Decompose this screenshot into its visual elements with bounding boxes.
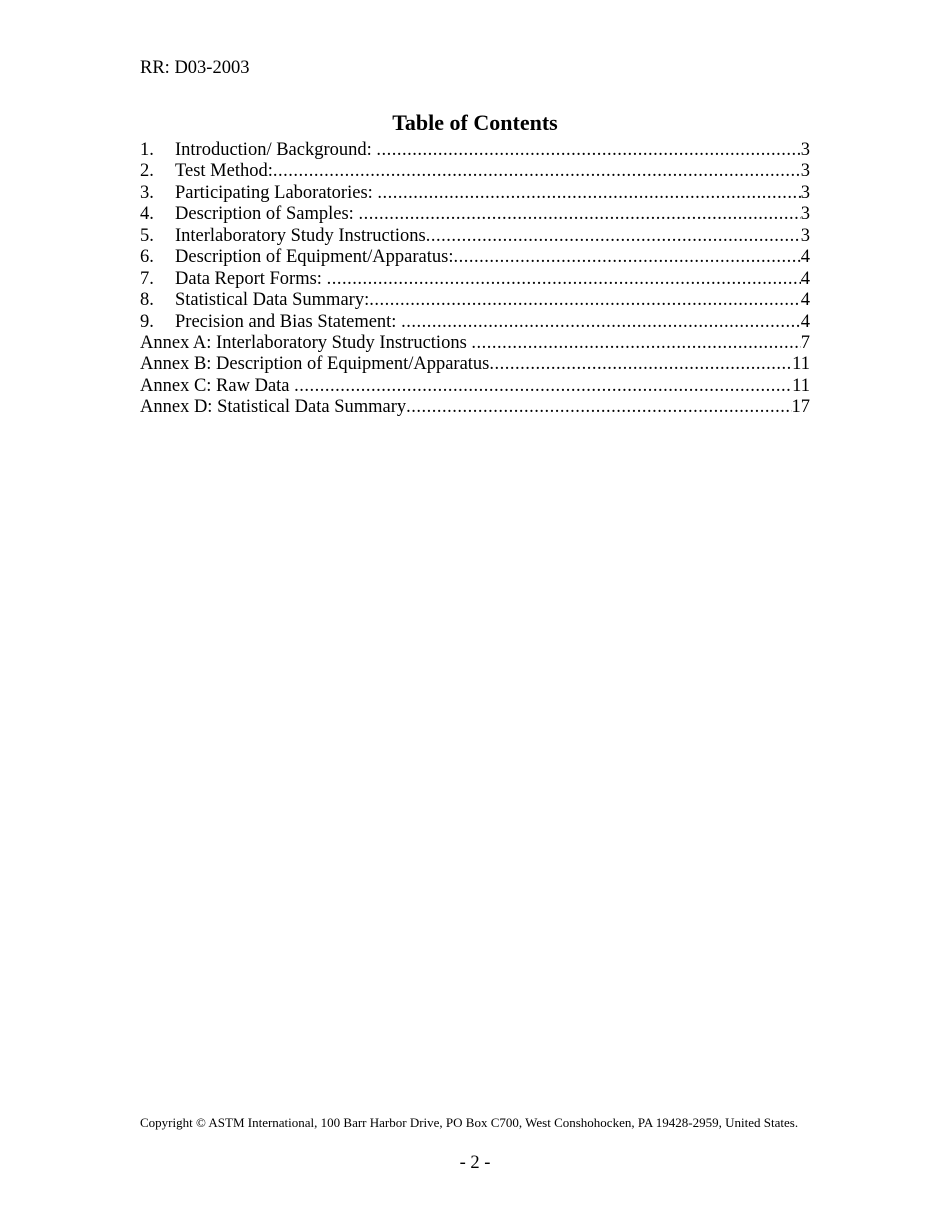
- toc-entry-page: 3: [800, 204, 810, 225]
- toc-entry-page: 11: [792, 375, 810, 396]
- toc-entry-annex-a: [140, 333, 810, 354]
- toc-entry-6: [140, 247, 810, 268]
- toc-entry-page: 4: [800, 290, 810, 311]
- toc-entry-4: [140, 204, 810, 225]
- toc-entry-number: 2.: [140, 161, 154, 182]
- toc-entry-1: [140, 140, 810, 161]
- toc-entry-label: Description of Samples:: [175, 204, 359, 225]
- toc-entry-number: 9.: [140, 311, 154, 332]
- toc-entry-3: [140, 183, 810, 204]
- toc-entry-label: Annex A: Interlaboratory Study Instructions: [140, 332, 472, 353]
- toc-entry-label: Interlaboratory Study Instructions: [175, 225, 426, 246]
- table-of-contents: [140, 140, 810, 419]
- toc-dot-leader: [453, 247, 800, 268]
- toc-entry-page: 7: [800, 332, 810, 353]
- toc-dot-leader: [471, 333, 800, 354]
- toc-entry-5: [140, 226, 810, 247]
- toc-entry-page: 3: [800, 225, 810, 246]
- toc-dot-leader: [273, 161, 801, 182]
- toc-entry-label: Description of Equipment/Apparatus:: [175, 247, 454, 268]
- toc-entry-page: 3: [800, 182, 810, 203]
- toc-entry-7: [140, 269, 810, 290]
- toc-entry-label: Introduction/ Background:: [175, 140, 377, 160]
- toc-dot-leader: [406, 397, 791, 418]
- toc-dot-leader: [369, 290, 801, 311]
- toc-entry-number: 6.: [140, 247, 154, 268]
- toc-dot-leader: [327, 269, 801, 290]
- toc-dot-leader: [376, 140, 800, 161]
- toc-entry-page: 4: [800, 311, 810, 332]
- toc-entry-page: 4: [800, 247, 810, 268]
- toc-entry-annex-d: [140, 397, 810, 418]
- toc-entry-page: 17: [791, 397, 810, 418]
- toc-entry-number: 3.: [140, 182, 154, 203]
- toc-entry-label: Annex B: Description of Equipment/Apparatus: [140, 354, 490, 375]
- document-id: RR: D03-2003: [140, 58, 250, 78]
- toc-dot-leader: [358, 204, 800, 225]
- toc-entry-annex-b: [140, 354, 810, 375]
- toc-entry-label: Precision and Bias Statement:: [175, 311, 402, 332]
- toc-dot-leader: [426, 226, 801, 247]
- copyright-notice: Copyright © ASTM International, 100 Barr Harbor Drive, PO Box C700, West Conshohocken, PA 19428-2959, United States.: [140, 1115, 799, 1130]
- toc-entry-label: Annex D: Statistical Data Summary: [140, 397, 407, 418]
- toc-dot-leader: [294, 376, 792, 397]
- toc-dot-leader: [377, 183, 800, 204]
- toc-entry-label: Data Report Forms:: [175, 268, 327, 289]
- toc-entry-label: Test Method:: [175, 161, 273, 182]
- toc-dot-leader: [401, 312, 801, 333]
- toc-entry-8: [140, 290, 810, 311]
- toc-entry-number: 7.: [140, 268, 154, 289]
- toc-entry-number: 4.: [140, 204, 154, 225]
- toc-entry-number: 5.: [140, 225, 154, 246]
- toc-entry-number: 1.: [140, 140, 154, 160]
- toc-entry-annex-c: [140, 376, 810, 397]
- toc-entry-2: [140, 161, 810, 182]
- toc-entry-page: 4: [800, 268, 810, 289]
- toc-entry-page: 11: [792, 354, 810, 375]
- toc-entry-number: 8.: [140, 290, 154, 311]
- toc-entry-label: Annex C: Raw Data: [140, 375, 295, 396]
- page-number: - 2 -: [459, 1153, 491, 1173]
- toc-dot-leader: [489, 354, 792, 375]
- toc-entry-page: 3: [800, 140, 810, 160]
- toc-entry-label: Statistical Data Summary:: [175, 290, 370, 311]
- toc-entry-page: 3: [800, 161, 810, 182]
- toc-entry-label: Participating Laboratories:: [175, 182, 378, 203]
- toc-entry-9: [140, 312, 810, 333]
- page-title: Table of Contents: [392, 110, 558, 135]
